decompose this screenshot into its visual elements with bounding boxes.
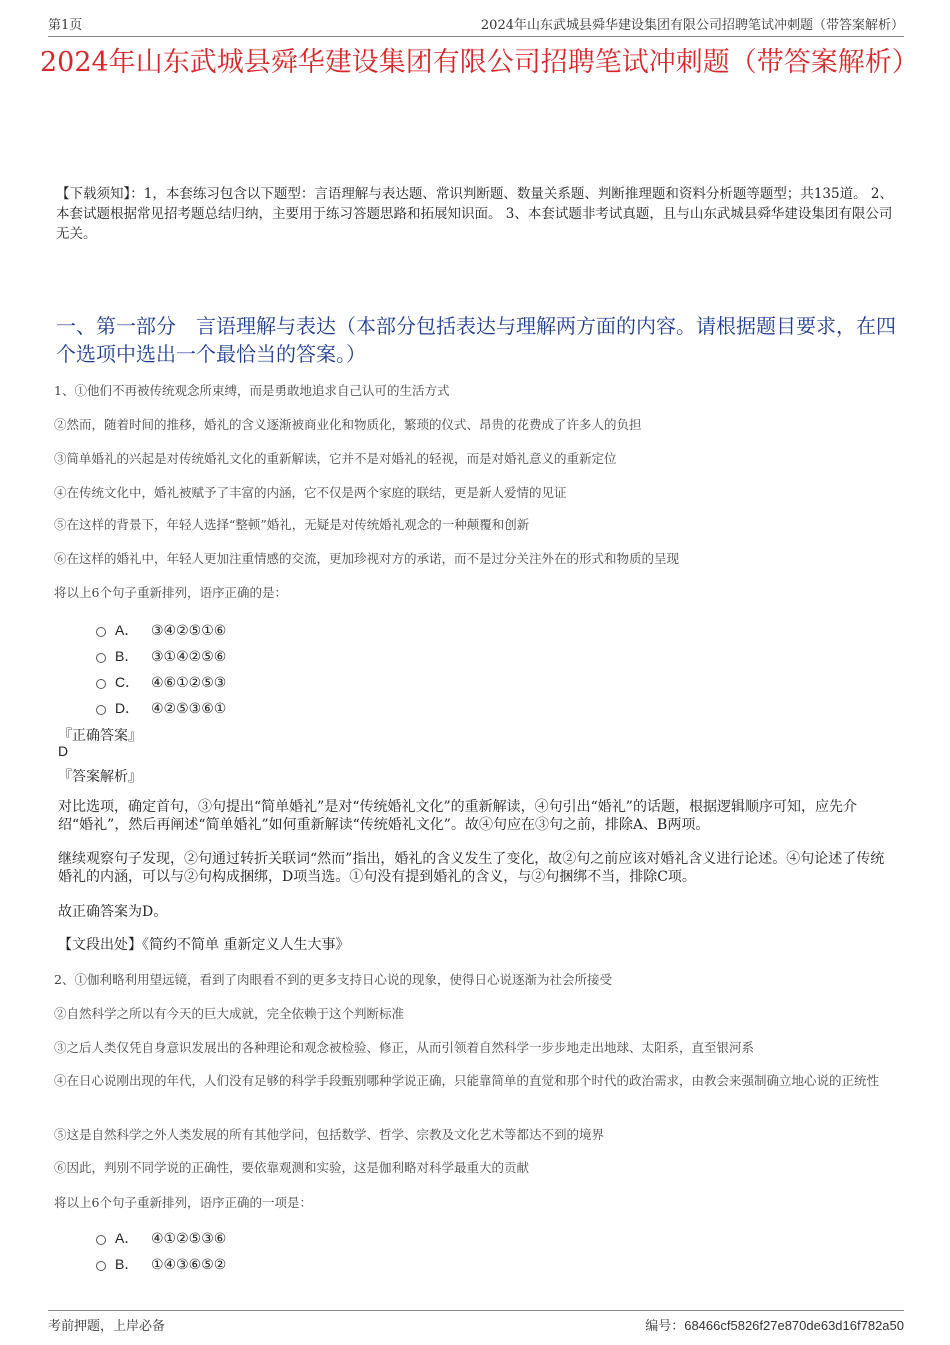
q2-line: ②自然科学之所以有今天的巨大成就，完全依赖于这个判断标准 xyxy=(54,1006,405,1021)
page-footer xyxy=(48,1310,904,1334)
radio-icon[interactable] xyxy=(96,1261,106,1271)
page-header xyxy=(48,14,904,37)
q1-line: ④在传统文化中，婚礼被赋予了丰富的内涵，它不仅是两个家庭的联结，更是新人爱情的见证 xyxy=(54,485,567,500)
q1-option-c[interactable]: C． ④⑥①②⑤③ xyxy=(96,672,226,692)
q1-option-d[interactable]: D． ④②⑤③⑥① xyxy=(96,698,226,718)
q1-option-b[interactable]: B． ③①④②⑤⑥ xyxy=(96,646,226,666)
radio-icon[interactable] xyxy=(96,627,106,637)
q1-line: ③简单婚礼的兴起是对传统婚礼文化的重新解读，它并不是对婚礼的轻视，而是对婚礼意义的重新定位 xyxy=(54,451,617,466)
footer-slogan: 考前押题，上岸必备 xyxy=(48,1319,166,1334)
q1-line: ⑥在这样的婚礼中，年轻人更加注重情感的交流，更加珍视对方的承诺，而不是过分关注外在的形式和物质的呈现 xyxy=(54,551,680,566)
q2-line: ⑥因此，判别不同学说的正确性，要依靠观测和实验，这是伽利略对科学最重大的贡献 xyxy=(54,1160,530,1175)
analysis-paragraph: 对比选项，确定首句，③句提出“简单婚礼”是对“传统婚礼文化”的重新解读，④句引出“婚礼”的话题，根据逻辑顺序可知，应先介绍“婚礼”，然后再阐述“简单婚礼”如何重新解读“传统婚礼文化”。故④句应在③句之前，排除A、B两项。 xyxy=(58,799,857,833)
footer-code: 编号：68466cf5826f27e870de63d16f782a50 xyxy=(645,1318,904,1334)
analysis-paragraph: 继续观察句子发现，②句通过转折关联词“然而”指出，婚礼的含义发生了变化，故②句之前应该对婚礼含义进行论述。④句论述了传统婚礼的内涵，可以与②句构成捆绑，D项当选。①句没有提到婚礼的含义，与②句捆绑不当，排除C项。 xyxy=(58,851,885,885)
q1-line: ⑤在这样的背景下，年轻人选择“整顿”婚礼，无疑是对传统婚礼观念的一种颠覆和创新 xyxy=(54,517,530,532)
source-reference: 【文段出处】《简约不简单 重新定义人生大事》 xyxy=(58,937,350,953)
section-heading: 一、第一部分 言语理解与表达（本部分包括表达与理解两方面的内容。请根据题目要求，在四个选项中选出一个最恰当的答案。） xyxy=(56,314,896,366)
q2-option-a[interactable]: A． ④①②⑤③⑥ xyxy=(96,1228,226,1248)
q1-line: 1、①他们不再被传统观念所束缚，而是勇敢地追求自己认可的生活方式 xyxy=(54,383,450,398)
q2-prompt: 将以上6个句子重新排列，语序正确的一项是： xyxy=(54,1195,312,1210)
download-notice: 【下载须知】：1，本套练习包含以下题型：言语理解与表达题、常识判断题、数量关系题、判断推理题和资料分析题等题型；共135道。 2、本套试题根据常见招考题总结归纳，主要用于练习答题思路和拓展知识面。 3、本套试题非考试真题，且与山东武城县舜华建设集团有限公司无关。 xyxy=(56,186,893,242)
q1-prompt: 将以上6个句子重新排列，语序正确的是： xyxy=(54,585,287,600)
radio-icon[interactable] xyxy=(96,705,106,715)
q1-option-a[interactable]: A． ③④②⑤①⑥ xyxy=(96,620,226,640)
radio-icon[interactable] xyxy=(96,679,106,689)
radio-icon[interactable] xyxy=(96,1235,106,1245)
answer-label: 『正确答案』 xyxy=(58,728,142,744)
answer-value: D xyxy=(58,743,69,759)
q2-line: ③之后人类仅凭自身意识发展出的各种理论和观念被检验、修正，从而引领着自然科学一步步地走出地球、太阳系，直至银河系 xyxy=(54,1040,755,1055)
analysis-label: 『答案解析』 xyxy=(58,769,142,785)
page-number: 第1页 xyxy=(48,18,83,33)
q2-option-b[interactable]: B． ①④③⑥⑤② xyxy=(96,1254,226,1274)
analysis-conclusion: 故正确答案为D。 xyxy=(58,904,168,920)
q1-line: ②然而，随着时间的推移，婚礼的含义逐渐被商业化和物质化，繁琐的仪式、昂贵的花费成了许多人的负担 xyxy=(54,417,642,432)
header-doc-title: 2024年山东武城县舜华建设集团有限公司招聘笔试冲刺题（带答案解析） xyxy=(480,18,904,33)
q2-line: ⑤这是自然科学之外人类发展的所有其他学问，包括数学、哲学、宗教及文化艺术等都达不到的境界 xyxy=(54,1127,605,1142)
q2-line: 2、①伽利略利用望远镜，看到了肉眼看不到的更多支持日心说的现象，使得日心说逐渐为社会所接受 xyxy=(54,972,612,987)
page-title: 2024年山东武城县舜华建设集团有限公司招聘笔试冲刺题（带答案解析） xyxy=(40,47,919,78)
q2-line: ④在日心说刚出现的年代，人们没有足够的科学手段甄别哪种学说正确，只能靠简单的直觉和那个时代的政治需求，由教会来强制确立地心说的正统性 xyxy=(54,1073,880,1088)
radio-icon[interactable] xyxy=(96,653,106,663)
